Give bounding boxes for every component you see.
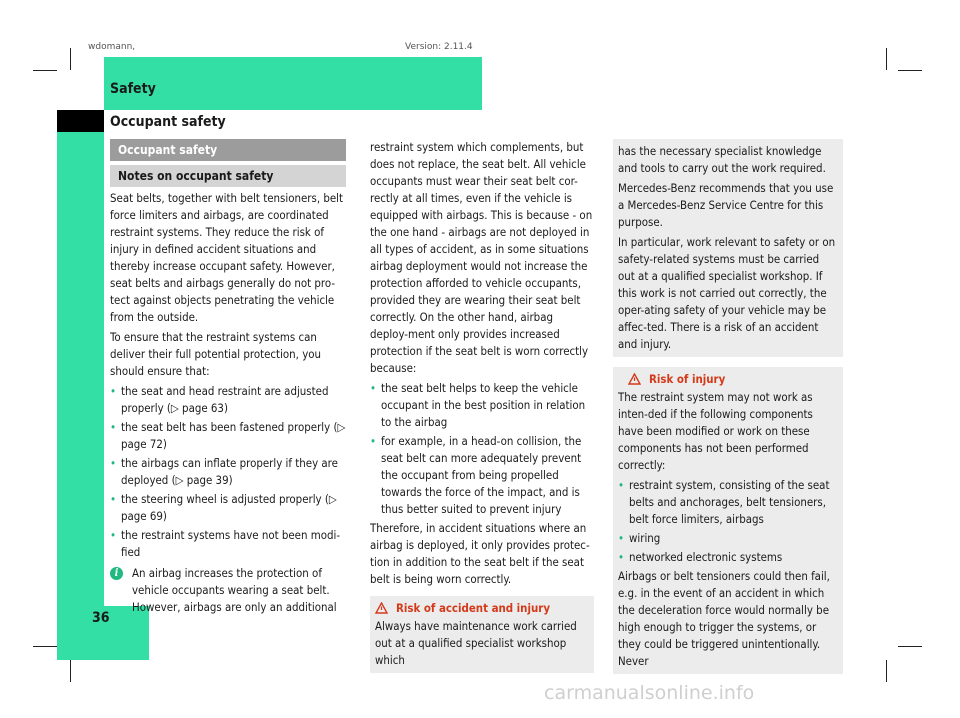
bullet-icon: • — [370, 434, 377, 448]
bullet-icon: • — [110, 492, 117, 506]
crop-mark — [33, 70, 57, 71]
warning-triangle-icon — [628, 373, 641, 385]
bullet-icon: • — [110, 384, 117, 398]
paragraph: Therefore, in accident situations where an airbag is deployed, it only provides protec-tion in addition to the seat belt if the seat belt is being worn correctly. — [370, 521, 590, 586]
list-item — [370, 380, 594, 431]
bullet-text: restraint system, consisting of the seat belts and anchorages, belt tensioners, belt force limiters, airbags — [629, 478, 830, 526]
bullet-icon: • — [110, 456, 117, 470]
paragraph: Seat belts, together with belt tensioners, belt force limiters and airbags, are coordinated restraint systems. They reduce the risk of injury in defined accident situations and thereby increase occupant safety. However, seat belts and airbags generally do not pro-tect against objects penetrating the vehicle from the outside. — [110, 191, 344, 324]
page-heading: Occupant safety — [110, 114, 226, 130]
bullet-icon: • — [618, 531, 625, 545]
warning-title: Risk of injury — [649, 372, 726, 386]
paragraph: In particular, work relevant to safety or on safety-related systems must be carried out at a qualified specialist workshop. If this work is not carried out correctly, the oper-ating safety of your vehicle may be affec-ted. There is a risk of an accident and injury. — [618, 235, 836, 351]
bullet-icon: • — [110, 420, 117, 434]
list-item — [618, 530, 837, 547]
crop-mark — [70, 48, 71, 70]
bullet-text: networked electronic systems — [629, 550, 783, 564]
bullet-icon: • — [618, 478, 625, 492]
column-2 — [370, 139, 594, 673]
list-item — [110, 383, 346, 417]
section-title: Safety — [110, 81, 156, 97]
section-bar: Occupant safety — [110, 139, 346, 161]
black-tab — [57, 110, 104, 132]
warning-text: Always have maintenance work carried out at a qualified specialist workshop which — [375, 619, 577, 667]
header-band — [104, 57, 482, 110]
warning-triangle-icon — [375, 602, 388, 614]
list-item — [618, 549, 837, 566]
bullet-text: for example, in a head-on collision, the seat belt can more adequately prevent the occupant from being propelled towards the force of the impact, and is thus better suited to prevent injury — [381, 434, 582, 516]
paragraph: has the necessary specialist knowledge and tools to carry out the work required. — [618, 144, 826, 175]
bullet-text: the restraint systems have not been modi-fied — [121, 528, 341, 559]
bullet-text: the seat belt helps to keep the vehicle occupant in the best position in relation to the airbag — [381, 381, 586, 429]
paragraph: Airbags or belt tensioners could then fail, e.g. in the event of an accident in which the deceleration force would normally be high enough to trigger the systems, or they could be triggered unintentionally. Never — [618, 569, 830, 668]
crop-mark — [33, 646, 57, 647]
warning-text: The restraint system may not work as inten-ded if the following components have been modified or work on these components has not been performed correctly: — [618, 390, 813, 472]
warning-box — [613, 367, 843, 674]
bullet-icon: • — [370, 381, 377, 395]
info-note — [110, 565, 346, 616]
bullet-icon: • — [618, 550, 625, 564]
watermark: carmanualsonline.info — [544, 682, 755, 704]
list-item — [370, 433, 594, 518]
bullet-text: the seat belt has been fastened properly (▷ page 72) — [121, 420, 346, 451]
crop-mark — [886, 48, 887, 70]
paragraph: To ensure that the restraint systems can deliver their full potential protection, you should ensure that: — [110, 330, 322, 378]
crop-mark — [898, 646, 922, 647]
meta-right: Version: 2.11.4 — [405, 42, 473, 52]
bullet-icon: • — [110, 528, 117, 542]
meta-left: wdomann, — [88, 42, 136, 52]
column-1 — [110, 139, 346, 616]
info-icon: i — [110, 567, 123, 580]
bullet-text: wiring — [629, 531, 661, 545]
subsection-bar: Notes on occupant safety — [110, 165, 346, 187]
list-item — [110, 455, 346, 489]
bullet-text: the steering wheel is adjusted properly (▷ page 69) — [121, 492, 337, 523]
list-item — [110, 491, 346, 525]
warning-header — [375, 600, 588, 617]
continued-box — [613, 139, 843, 357]
list-item — [110, 527, 346, 561]
page-number: 36 — [92, 610, 110, 626]
column-3 — [613, 139, 843, 674]
list-item — [618, 477, 837, 528]
warning-title: Risk of accident and injury — [396, 601, 551, 615]
crop-mark — [886, 660, 887, 682]
crop-mark — [70, 660, 71, 682]
paragraph: Mercedes-Benz recommends that you use a Mercedes-Benz Service Centre for this purpose. — [618, 181, 834, 229]
warning-header — [618, 371, 837, 388]
paragraph: restraint system which complements, but does not replace, the seat belt. All vehicle occupants must wear their seat belt cor-rectly at all times, even if the vehicle is equipped with airbags. This is because - on the one hand - airbags are not deployed in all types of accident, as in some situations airbag deployment would not increase the protection afforded to vehicle occupants, provided they are wearing their seat belt correctly. On the other hand, airbag deploy-ment only provides increased protection if the seat belt is worn correctly because: — [370, 140, 593, 375]
side-strip — [57, 132, 104, 606]
warning-box — [370, 596, 594, 673]
crop-mark — [898, 70, 922, 71]
info-text: An airbag increases the protection of vehicle occupants wearing a seat belt. However, airbags are only an additional — [132, 566, 337, 614]
list-item — [110, 419, 346, 453]
bullet-text: the seat and head restraint are adjusted properly (▷ page 63) — [121, 384, 329, 415]
bullet-text: the airbags can inflate properly if they are deployed (▷ page 39) — [121, 456, 338, 487]
